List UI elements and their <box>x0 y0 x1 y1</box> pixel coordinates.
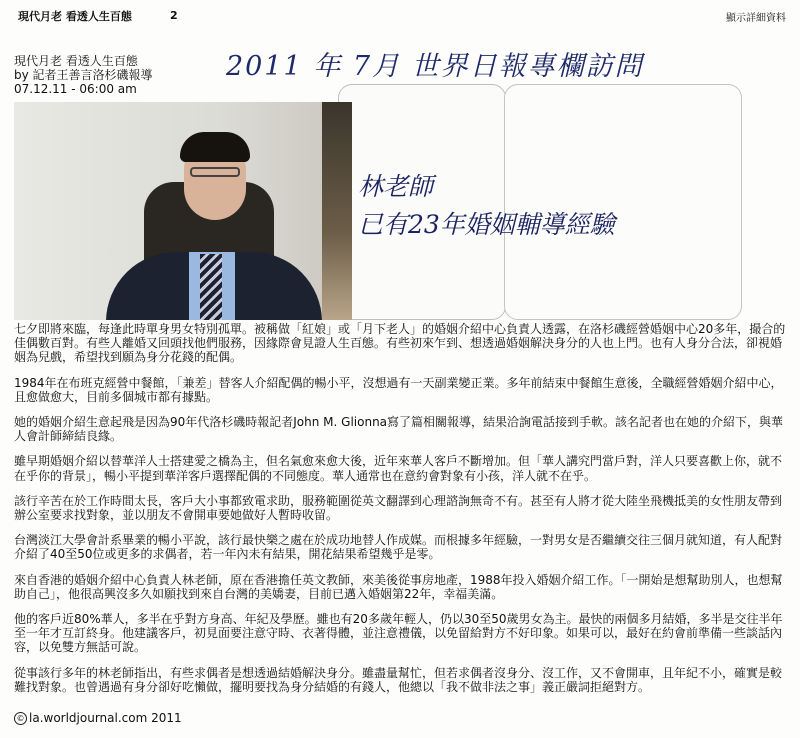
byline <box>14 54 153 96</box>
paragraph: 台灣淡江大學會計系畢業的暢小平說，該行最快樂之處在於成功地替人作成媒。而根據多年經驗，一對男女是否繼續交往三個月就知道，有人配對介紹了40至50位或更多的求偶者，若一年內未有結果，開花結果希望幾乎是零。 <box>14 533 783 562</box>
paragraph: 1984年在布班克經營中餐館，「兼差」替客人介紹配偶的暢小平，沒想過有一天副業變正業。多年前結束中餐館生意後，全職經營婚姻介紹中心，且愈做愈大，目前多個城市都有據點。 <box>14 375 783 404</box>
article-body <box>14 322 790 705</box>
footer <box>14 711 182 725</box>
page-number: 2 <box>170 9 178 22</box>
handwritten-note-line1: 林老師 <box>358 172 434 201</box>
paragraph: 從事該行多年的林老師指出，有些求偶者是想透過結婚解決身分。雖盡量幫忙，但若求偶者沒身分、沒工作，又不會開車，且年紀不小，確實是較難找對象。也曾遇過有身分卻好吃懶做，擺明要找為身分結婚的有錢人，他總以「我不做非法之事」義正嚴詞拒絕對方。 <box>14 665 783 694</box>
paragraph: 他的客戶近80%華人，多半在乎對方身高、年紀及學歷。雖也有20多歲年輕人，仍以30至50歲男女為主。最快的兩個多月結婚，多半是交往半年至一年才互訂終身。他建議客戶，初見面要注意守時、衣著得體，並注意禮儀，以免留給對方不好印象。如果可以，最好在約會前準備一些談話內容，以免雙方無話可說。 <box>14 612 783 655</box>
article-date: 07.12.11 - 06:00 am <box>14 82 137 96</box>
paragraph: 來自香港的婚姻介紹中心負責人林老師，原在香港擔任英文教師，來美後從事房地產，1988年投入婚姻介紹工作。「一開始是想幫助別人，也想幫助自己」，他很高興沒多久如願找到來自台灣的美嬌妻，目前已邁入婚姻第22年，幸福美滿。 <box>14 572 783 601</box>
paragraph: 雖早期婚姻介紹以替華洋人士搭建愛之橋為主，但名氣愈來愈大後，近年來華人客戶不斷增加。但「華人講究門當戶對，洋人只要喜歡上你，就不在乎你的背景」，暢小平提到華洋客戶選擇配偶的不同態度。華人通常也在意約會對象有小孩，洋人就不在乎。 <box>14 454 783 483</box>
paragraph: 七夕即將來臨，每逢此時單身男女特別孤單。被稱做「紅娘」或「月下老人」的婚姻介紹中心負責人透露，在洛杉磯經營婚姻中心20多年，撮合的佳偶數百對。有些人離婚又回頭找他們服務，因緣際會見證人生百態。有些初來乍到、想透過婚姻解決身分的人也上門。也有人身分合法，卻視婚姻為兒戲，希望找到願為身分花錢的配偶。 <box>14 322 786 365</box>
copyright-icon: © <box>14 712 27 725</box>
show-details-link[interactable]: 顯示詳細資料 <box>726 13 786 24</box>
portrait-photo <box>14 102 352 320</box>
paragraph: 該行辛苦在於工作時間太長，客戶大小事都致電求助，服務範圍從英文翻譯到心理諮詢無奇不有。甚至有人將才從大陸坐飛機抵美的女性朋友帶到辦公室要求找對象，並以朋友不會開車要她做好人暫時收留。 <box>14 493 783 523</box>
paragraph: 她的婚姻介紹生意起飛是因為90年代洛杉磯時報記者John M. Glionna寫了篇相關報導，結果洽詢電話接到手軟。該名記者也在她的介紹下，與華人會計師締結良緣。 <box>14 415 784 444</box>
handwritten-title: 2011 年 7月 世界日報專欄訪問 <box>226 51 644 82</box>
article-author: by 記者王善言洛杉磯報導 <box>14 68 153 82</box>
footer-text: la.worldjournal.com 2011 <box>29 711 182 725</box>
section-title: 現代月老 看透人生百態 <box>18 10 132 23</box>
article-headline: 現代月老 看透人生百態 <box>14 54 138 68</box>
handwritten-note-line2: 已有23年婚姻輔導經驗 <box>358 210 615 239</box>
handwritten-note <box>358 168 615 244</box>
